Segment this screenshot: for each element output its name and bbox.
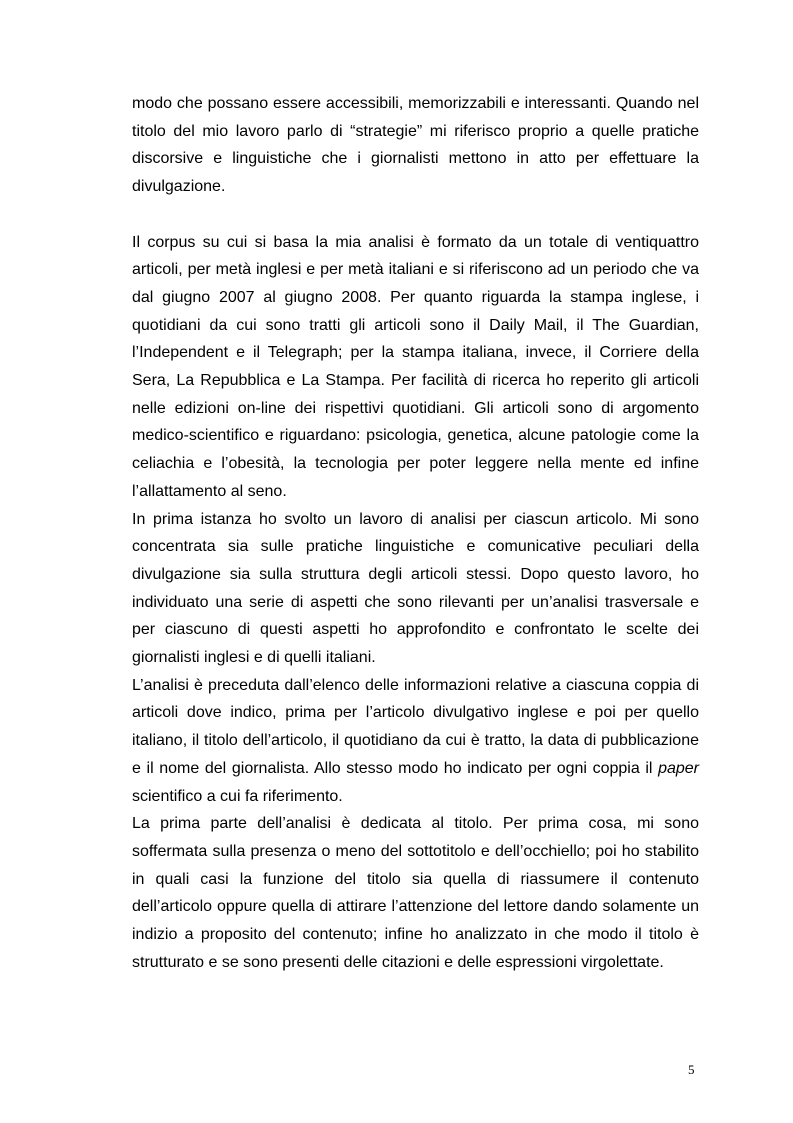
text-line: celiachia e l’obesità, la tecnologia per poter leggere nella mente ed infine — [132, 455, 699, 473]
text-line: scientifico a cui fa riferimento. — [132, 787, 343, 805]
text-line: indizio a proposito del contenuto; infine ho analizzato in che modo il titolo è — [132, 926, 699, 944]
text-line: dal giugno 2007 al giugno 2008. Per quanto riguarda la stampa inglese, i — [132, 288, 699, 306]
paragraph-1 — [132, 90, 699, 201]
paragraph-2 — [132, 229, 699, 506]
text-line: nelle edizioni on-line dei rispettivi quotidiani. Gli articoli sono di argomento — [132, 399, 699, 417]
text-line: modo che possano essere accessibili, memorizzabili e interessanti. Quando nel — [132, 95, 699, 112]
italic-word-paper: paper — [658, 759, 699, 777]
text-line: La prima parte dell’analisi è dedicata al titolo. Per prima cosa, mi sono — [132, 815, 699, 833]
paragraph-spacer — [132, 201, 699, 229]
text-line: articoli dove indico, prima per l’articolo divulgativo inglese e poi per quello — [132, 704, 699, 722]
text-line: titolo del mio lavoro parlo di “strategie” mi riferisco proprio a quelle pratiche — [132, 122, 699, 140]
text-line: divulgazione sia sulla struttura degli articoli stessi. Dopo questo lavoro, ho — [132, 565, 699, 583]
text-line: per ciascuno di questi aspetti ho approfondito e confrontato le scelte dei — [132, 621, 699, 639]
text-line: italiano, il titolo dell’articolo, il quotidiano da cui è tratto, la data di pubblicazione — [132, 732, 699, 750]
text-line: Il corpus su cui si basa la mia analisi è formato da un totale di ventiquattro — [132, 233, 699, 251]
document-body — [132, 90, 699, 976]
paragraph-3 — [132, 506, 699, 672]
text-line: Sera, La Repubblica e La Stampa. Per facilità di ricerca ho reperito gli articoli — [132, 372, 699, 390]
text-line: In prima istanza ho svolto un lavoro di analisi per ciascun articolo. Mi sono — [132, 510, 699, 528]
text-line: concentrata sia sulle pratiche linguistiche e comunicative peculiari della — [132, 538, 699, 556]
text-line: L’analisi è preceduta dall’elenco delle informazioni relative a ciascuna coppia di — [132, 676, 699, 694]
text-line: dell’articolo oppure quella di attirare l’attenzione del lettore dando solamente un — [132, 898, 699, 916]
text-line: individuato una serie di aspetti che sono rilevanti per un’analisi trasversale e — [132, 593, 699, 611]
text-line: medico-scientifico e riguardano: psicologia, genetica, alcune patologie come la — [132, 427, 699, 445]
text-line: in quali casi la funzione del titolo sia quella di riassumere il contenuto — [132, 870, 699, 888]
paragraph-4 — [132, 672, 699, 811]
text-line: giornalisti inglesi e di quelli italiani. — [132, 649, 376, 667]
text-line-with-italic — [132, 755, 699, 783]
text-line-segment: e il nome del giornalista. Allo stesso modo ho indicato per ogni coppia il — [132, 759, 653, 777]
text-line: articoli, per metà inglesi e per metà italiani e si riferiscono ad un periodo che va — [132, 261, 699, 279]
text-line: quotidiani da cui sono tratti gli articoli sono il Daily Mail, il The Guardian, — [132, 316, 699, 334]
text-line: l’Independent e il Telegraph; per la stampa italiana, invece, il Corriere della — [132, 344, 699, 362]
text-line: l’allattamento al seno. — [132, 482, 287, 500]
text-line: soffermata sulla presenza o meno del sottotitolo e dell’occhiello; poi ho stabilito — [132, 842, 699, 860]
text-line: strutturato e se sono presenti delle citazioni e delle espressioni virgolettate. — [132, 953, 664, 971]
page-number: 5 — [688, 1062, 695, 1077]
text-line: discorsive e linguistiche che i giornalisti mettono in atto per effettuare la — [132, 150, 699, 168]
text-line: divulgazione. — [132, 178, 226, 196]
paragraph-5 — [132, 810, 699, 976]
